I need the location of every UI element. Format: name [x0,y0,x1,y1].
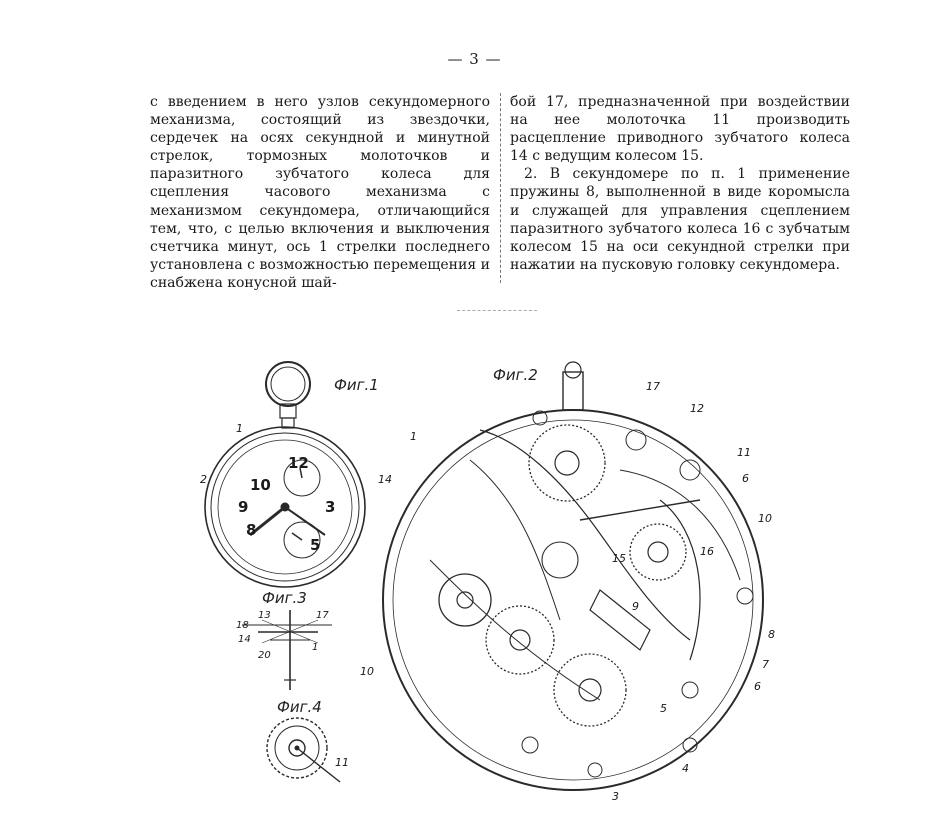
fig3-callout-20: 20 [258,650,271,661]
fig2-callout-3: 3 [612,790,619,803]
fig3-callout-17: 17 [316,610,329,621]
fig2-callout-8: 8 [768,628,775,641]
fig3-callout-1: 1 [312,642,319,653]
dial-numeral-3: 3 [325,498,336,516]
fig1-callout-2: 2 [200,473,207,486]
claim-2: 2. В секундомере по п. 1 применение пружины 8, выполненной в виде коромысла и служащей для управления сцеплением паразитного зубчатого колеса 16 с зубчатым колесом 15 на оси секундной стрелки при нажатии на пусковую головку секундомера. [510,166,850,273]
fig4-label: Фиг.4 [277,698,322,716]
fig1-label: Фиг.1 [334,376,379,394]
fig3-callout-13: 13 [258,610,271,621]
fig2-callout-4: 4 [682,762,689,775]
dial-numeral-8: 8 [246,521,257,539]
fig2-callout-12: 12 [690,402,704,415]
fig3-callout-14: 14 [238,634,251,645]
fig3-label: Фиг.3 [262,589,307,607]
fig2-callout-7: 7 [762,658,769,671]
dial-numeral-10: 10 [250,476,271,494]
fig4-callout-11: 11 [335,756,349,769]
left-column-text: с введением в него узлов секундомерного механизма, состоящий из звездочки, сердечек на осях секундной и минутной стрелок, тормозных молоточков и паразитного зубчатого колеса для сцепления часового механизма с механизмом секундомера, отличающийся тем, что, с целью включения и выключения счетчика минут, ось 1 стрелки последнего установлена с возможностью перемещения и снабжена конусной шай- [150,94,490,291]
fig2-callout-5: 5 [660,702,667,715]
dial-numeral-5: 5 [310,536,321,554]
fig2-label: Фиг.2 [493,366,538,384]
fig1-pocket-watch [200,362,392,587]
claim-1-continuation: бой 17, предназначенной при воздействии на нее молоточка 11 производить расцепление приводного зубчатого колеса 14 с ведущим колесом 15. [510,94,850,165]
fig2-callout-10: 10 [758,512,772,525]
fig2-callout-1: 1 [410,430,417,443]
fig2-callout-17: 17 [646,380,660,393]
fig2-callout-11: 11 [737,446,751,459]
fig2-callout-6: 6 [742,472,749,485]
fig2-callout-9: 9 [632,600,639,613]
fig1-callout-1: 1 [236,422,243,435]
fig2-callout-15: 15 [612,552,626,565]
fig1-callout-14: 14 [378,473,392,486]
fig2-callout-16: 16 [700,545,714,558]
fig3-callout-18: 18 [236,620,249,631]
fig2-callout-10b: 10 [360,665,374,678]
page-number: — 3 — [447,50,502,68]
fig2-callout-6b: 6 [754,680,761,693]
dial-numeral-12: 12 [288,454,309,472]
fig2-movement [360,362,775,803]
dial-numeral-9: 9 [238,498,249,516]
fig4-wheel [267,718,349,782]
fig3-cross-section [236,610,332,690]
